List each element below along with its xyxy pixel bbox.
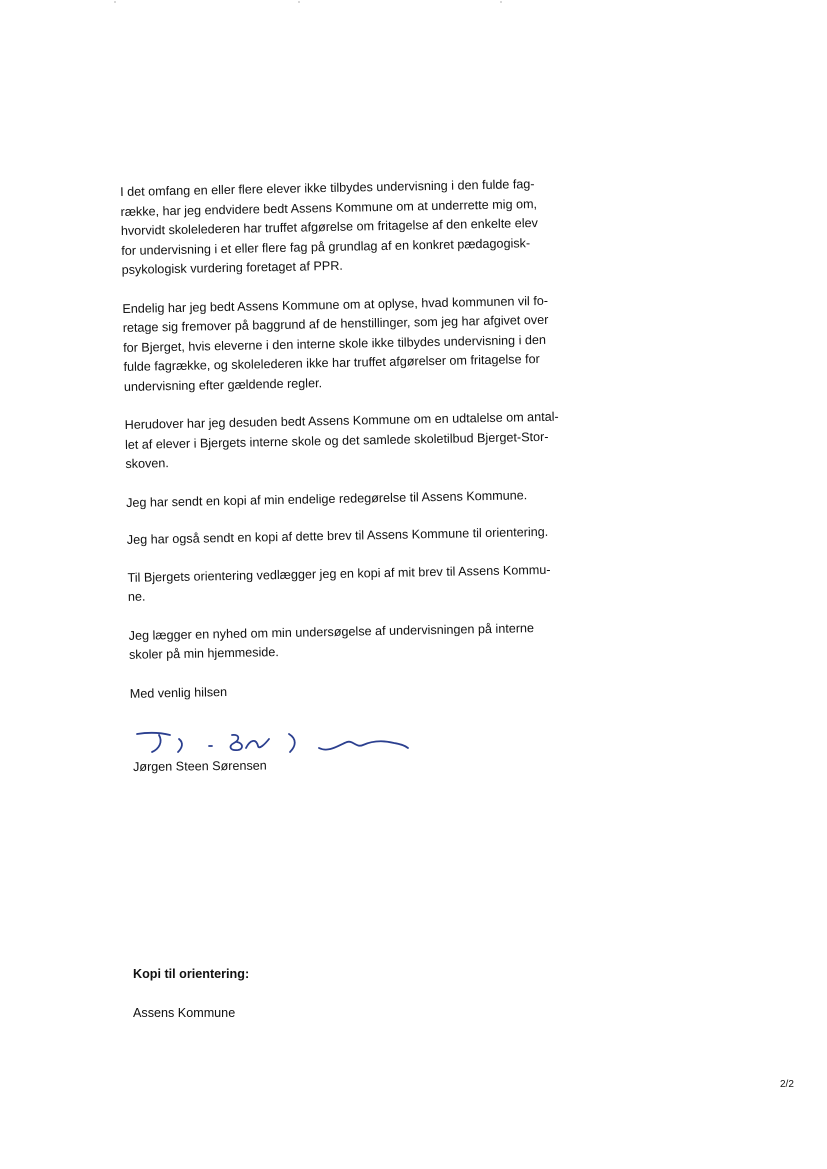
paragraph xyxy=(120,174,592,281)
text-line: Til Bjergets orientering vedlægger jeg en kopi af mit brev til Assens Kommu- xyxy=(127,562,551,585)
text-line: retage sig fremover på baggrund af de henstillinger, som jeg har afgivet over xyxy=(122,312,549,335)
paragraph xyxy=(124,407,595,475)
text-line: række, har jeg endvidere bedt Assens Kommune om at underrette mig om, xyxy=(120,196,538,219)
text-line: for Bjerget, hvis eleverne i den interne skole ikke tilbydes undervisning i den xyxy=(123,332,547,355)
text-line: Jeg lægger en nyhed om min undersøgelse af undervisningen på interne xyxy=(128,620,535,643)
paragraph xyxy=(122,290,594,397)
handwritten-signature xyxy=(132,722,422,762)
text-line: Jeg har sendt en kopi af min endelige redegørelse til Assens Kommune. xyxy=(125,487,528,510)
text-line: for undervisning i et eller flere fag på grundlag af en konkret pædagogisk- xyxy=(121,235,531,258)
paragraph xyxy=(126,484,596,513)
text-line: I det omfang en eller flere elever ikke tilbydes undervisning i den fulde fag- xyxy=(120,177,535,199)
text-line: skoler på min hjemmeside. xyxy=(128,645,279,662)
text-line: psykologisk vurdering foretaget af PPR. xyxy=(121,258,343,277)
closing-text: Med venlig hilsen xyxy=(129,684,228,701)
text-line: Jeg har også sendt en kopi af dette brev til Assens Kommune til orientering. xyxy=(126,524,549,547)
paragraph xyxy=(127,559,598,607)
signer-name: Jørgen Steen Sørensen xyxy=(133,758,267,774)
copy-recipient: Assens Kommune xyxy=(133,1006,236,1020)
text-line: Herudover har jeg desuden bedt Assens Kommune om en udtalelse om antal- xyxy=(124,409,559,432)
text-line: hvorvidt skolelederen har truffet afgørelse om fritagelse af den enkelte elev xyxy=(120,215,538,238)
text-line: undervisning efter gældende regler. xyxy=(123,375,323,394)
closing-salutation xyxy=(130,675,600,704)
scan-artifacts xyxy=(0,0,827,6)
text-line: skoven. xyxy=(125,456,169,471)
text-line: fulde fagrække, og skolelederen ikke har truffet afgørelser om fritagelse for xyxy=(123,351,540,374)
letter-body xyxy=(120,174,600,723)
copy-heading: Kopi til orientering: xyxy=(133,967,250,981)
text-line: ne. xyxy=(127,589,146,604)
page-number: 2/2 xyxy=(780,1079,794,1090)
text-line: Endelig har jeg bedt Assens Kommune om at oplyse, hvad kommunen vil fo- xyxy=(122,293,549,316)
paragraph xyxy=(129,617,600,665)
text-line: let af elever i Bjergets interne skole og det samlede skoletilbud Bjerget-Stor- xyxy=(124,429,549,452)
paragraph xyxy=(127,522,597,551)
